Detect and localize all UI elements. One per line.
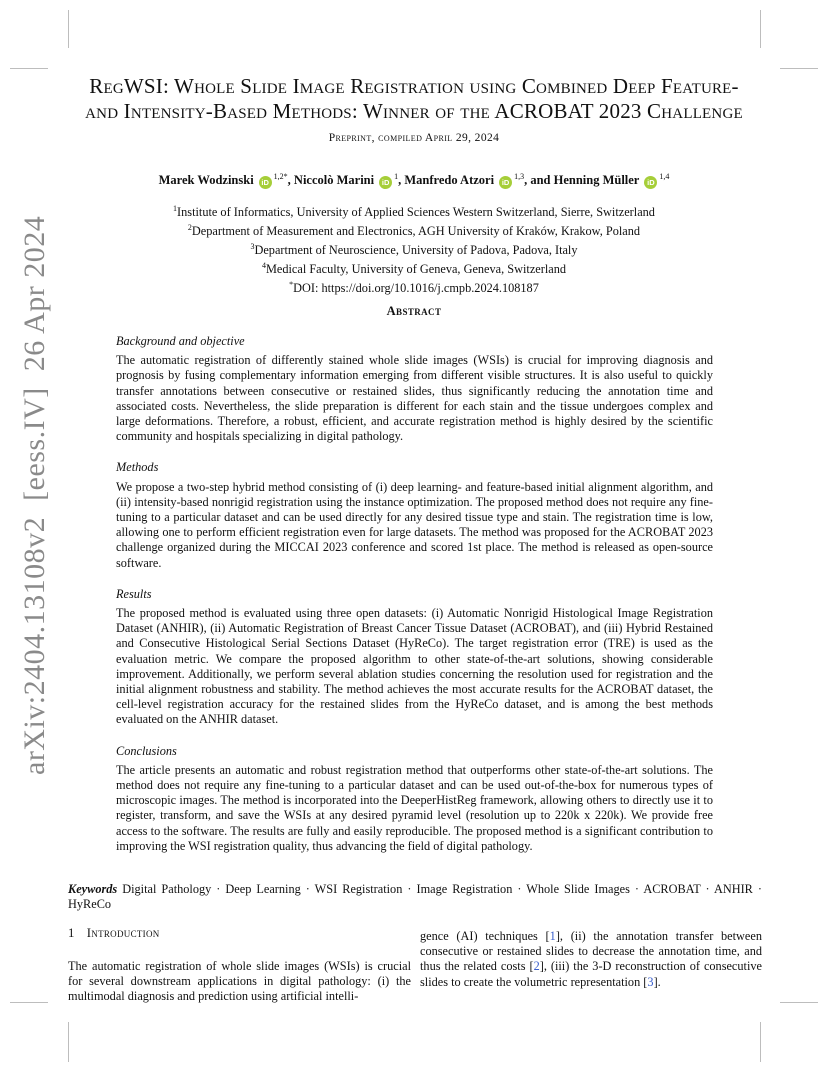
abstract-body xyxy=(116,334,713,870)
author-affil-sup: 1,2* xyxy=(273,172,288,181)
affiliation-text: Department of Neuroscience, University of Padova, Padova, Italy xyxy=(254,243,578,258)
author-name: Marek Wodzinski xyxy=(158,173,254,188)
preprint-date: Preprint, compiled April 29, 2024 xyxy=(328,132,500,144)
affiliation xyxy=(60,239,768,258)
author-list xyxy=(60,172,768,189)
affiliation-text: Department of Measurement and Electronics, AGH University of Kraków, Krakow, Poland xyxy=(191,224,641,239)
intro-left-column: The automatic registration of whole slide images (WSIs) is crucial for several downstream applications in digital pathology: (i) the multimodal diagnosis and prediction using artificial intelli- xyxy=(68,959,411,1004)
author-separator: , xyxy=(287,173,294,188)
affiliation xyxy=(60,258,768,277)
affiliation-text: Institute of Informatics, University of Applied Sciences Western Switzerland, Sierre, Switzerland xyxy=(177,205,655,220)
orcid-icon[interactable]: iD xyxy=(644,176,657,189)
abstract-section-label: Background and objective xyxy=(116,334,245,348)
crop-mark xyxy=(760,1022,761,1062)
crop-mark xyxy=(780,1002,818,1003)
citation-link[interactable]: 2 xyxy=(533,959,540,974)
affiliation xyxy=(60,201,768,220)
abstract-paragraph: We propose a two-step hybrid method consisting of (i) deep learning- and feature-based initial alignment algorithm, and (ii) intensity-based nonrigid registration using the instance optimization. The proposed method does not require any fine-tuning to a particular dataset and can be used directly for any desired tissue type and stain. The registration time is low, allowing one to perform efficient registration even for large datasets. The method was proposed for the ACROBAT 2023 challenge organized during the MICCAI 2023 conference and scored 1st place. The method is released as open-source software. xyxy=(116,479,713,570)
section-title: Introduction xyxy=(86,926,160,940)
affiliation-sup: 4 xyxy=(261,261,266,271)
crop-mark xyxy=(68,10,69,48)
doi-text[interactable]: DOI: https://doi.org/10.1016/j.cmpb.2024.108187 xyxy=(293,281,539,296)
body-text: gence (AI) techniques [ xyxy=(420,929,550,943)
section-number: 1 xyxy=(68,926,75,940)
abstract-section-label: Results xyxy=(116,586,152,601)
affiliation-sup: 3 xyxy=(250,242,255,252)
orcid-icon[interactable]: iD xyxy=(499,176,512,189)
abstract-section-label: Methods xyxy=(116,460,159,475)
keywords xyxy=(68,882,762,912)
title-line-1: RegWSI: Whole Slide Image Registration using Combined Deep Feature- xyxy=(89,74,739,98)
author-name: Manfredo Atzori xyxy=(404,173,495,188)
author-affil-sup: 1,4 xyxy=(659,172,670,181)
crop-mark xyxy=(760,10,761,48)
arxiv-identifier[interactable]: arXiv:2404.13108v2 [eess.IV] 26 Apr 2024 xyxy=(18,215,51,775)
keywords-label: Keywords xyxy=(68,882,118,896)
author-affil-sup: 1 xyxy=(394,172,399,181)
affiliation-sup: 2 xyxy=(187,223,192,233)
author-affil-sup: 1,3 xyxy=(514,172,525,181)
citation-link[interactable]: 3 xyxy=(647,974,654,989)
body-text: ]. xyxy=(653,974,661,989)
abstract-section-label: Conclusions xyxy=(116,743,177,758)
body-text: ], (iii) the 3-D reconstruction of consecutive slides to create the volumetric representation [ xyxy=(420,959,762,989)
orcid-icon[interactable]: iD xyxy=(259,176,272,189)
crop-mark xyxy=(68,1022,69,1062)
author-separator: , xyxy=(398,173,405,188)
author-name: Niccolò Marini xyxy=(293,173,375,188)
doi-line[interactable] xyxy=(60,277,768,296)
author-separator: , and xyxy=(524,173,554,188)
section-heading-introduction xyxy=(68,926,160,941)
affiliation-sup: * xyxy=(289,280,294,290)
abstract-paragraph: The proposed method is evaluated using three open datasets: (i) Automatic Nonrigid Histological Image Registration Dataset (ANHIR), (ii) Automatic Registration of Breast Cancer Tissue Dataset (ACROBAT), and (iii) Hybrid Restained and Consecutive Histological Serial Sections Dataset (HyReCo). The target registration error (TRE) is used as the evaluation metric. We compare the proposed algorithm to other state-of-the-art solutions, showing considerable improvement. Additionally, we perform several ablation studies concerning the resolution used for registration and the initial alignment robustness and stability. The method achieves the most accurate results for the ACROBAT dataset, the cell-level registration accuracy for the restained slides from the HyReCo dataset, and is among the best methods evaluated on the ANHIR dataset. xyxy=(116,606,713,727)
affiliation xyxy=(60,220,768,239)
author-name: Henning Müller xyxy=(553,173,640,188)
paper-title xyxy=(60,74,768,124)
intro-right-column xyxy=(420,929,762,990)
orcid-icon[interactable]: iD xyxy=(379,176,392,189)
crop-mark xyxy=(780,68,818,69)
abstract-paragraph: The article presents an automatic and robust registration method that outperforms other state-of-the-art solutions. The method does not require any fine-tuning to a particular dataset and can be used out-of-the-box for numerous types of microscopic images. The method is incorporated into the DeeperHistReg framework, allowing others to directly use it to register, transform, and save the WSIs at any desired pyramid level (resolution up to 220k x 220k). We provide free access to the software. The results are fully and easily reproducible. The proposed method is a significant contribution to improving the WSI registration quality, thus advancing the field of digital pathology. xyxy=(116,762,713,853)
affiliation-sup: 1 xyxy=(173,204,178,213)
keywords-text: Digital Pathology · Deep Learning · WSI Registration · Image Registration · Whole Slide Images · ACROBAT · ANHIR · HyReCo xyxy=(68,882,762,912)
title-line-2: and Intensity-Based Methods: Winner of the ACROBAT 2023 Challenge xyxy=(85,99,743,123)
crop-mark xyxy=(10,68,48,69)
abstract-paragraph: The automatic registration of differently stained whole slide images (WSIs) is crucial for improving diagnosis and prognosis by fusing complementary information emerging from different visible structures. It is also useful to quickly transfer annotations between consecutive or restained slides, thus significantly reducing the annotation time and associated costs. Nevertheless, the slide preparation is different for each stain and the tissue undergoes complex and large deformations. Therefore, a robust, efficient, and accurate registration method is highly desired by the scientific community and hospitals specializing in digital pathology. xyxy=(116,353,713,444)
crop-mark xyxy=(10,1002,48,1003)
affiliation-text: Medical Faculty, University of Geneva, Geneva, Switzerland xyxy=(265,262,567,277)
body-text: ], (ii) the annotation transfer between consecutive or restained slides to decrease the annotation time, and thus the related costs [ xyxy=(420,929,762,974)
affiliation-list xyxy=(60,201,768,296)
citation-link[interactable]: 1 xyxy=(549,929,556,943)
abstract-heading: Abstract xyxy=(386,304,442,318)
